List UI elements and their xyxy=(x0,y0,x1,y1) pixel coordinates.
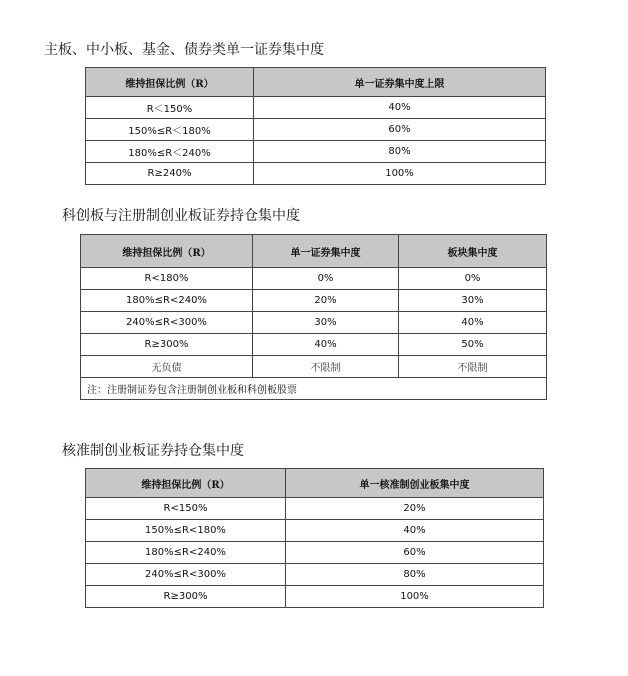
table-cell: R≥300% xyxy=(81,334,253,356)
header-cell: 维持担保比例（R） xyxy=(86,469,286,498)
section3-table xyxy=(85,468,544,608)
table-header-row xyxy=(81,235,547,268)
table-cell: 60% xyxy=(254,119,546,141)
table-header-row xyxy=(86,469,544,498)
table-cell: 180%≤R<240% xyxy=(81,290,253,312)
table-cell: R＜150% xyxy=(86,97,254,119)
table-header-row xyxy=(86,68,546,97)
table-note-row xyxy=(81,378,547,400)
table-row xyxy=(86,520,544,542)
table-row xyxy=(86,119,546,141)
table-row xyxy=(86,97,546,119)
table-row xyxy=(86,586,544,608)
table-row xyxy=(81,290,547,312)
table-cell: R≥240% xyxy=(86,163,254,185)
table-cell: 20% xyxy=(286,498,544,520)
table-cell: R<150% xyxy=(86,498,286,520)
table-cell: 0% xyxy=(399,268,547,290)
table-cell: 40% xyxy=(399,312,547,334)
table-cell: 30% xyxy=(253,312,399,334)
table-row xyxy=(81,334,547,356)
table-cell: 100% xyxy=(254,163,546,185)
table-cell: 80% xyxy=(254,141,546,163)
table-row xyxy=(81,312,547,334)
header-cell: 单一证券集中度 xyxy=(253,235,399,268)
table-cell: 50% xyxy=(399,334,547,356)
section2-title: 科创板与注册制创业板证券持仓集中度 xyxy=(62,208,300,224)
table-cell: 60% xyxy=(286,542,544,564)
table-cell: 40% xyxy=(253,334,399,356)
table-cell: 150%≤R＜180% xyxy=(86,119,254,141)
table-cell: 240%≤R<300% xyxy=(86,564,286,586)
table-cell: 240%≤R<300% xyxy=(81,312,253,334)
table-cell: 100% xyxy=(286,586,544,608)
table-cell: 无负债 xyxy=(81,356,253,378)
table-cell: 40% xyxy=(254,97,546,119)
table-note: 注：注册制证券包含注册制创业板和科创板股票 xyxy=(81,378,547,400)
section1-table xyxy=(85,67,546,185)
table-cell: R<180% xyxy=(81,268,253,290)
table-cell: 40% xyxy=(286,520,544,542)
section1-title: 主板、中小板、基金、债券类单一证券集中度 xyxy=(44,42,324,58)
table-cell: 不限制 xyxy=(399,356,547,378)
table-cell: 20% xyxy=(253,290,399,312)
table-row xyxy=(86,163,546,185)
table-row xyxy=(81,356,547,378)
table-cell: R≥300% xyxy=(86,586,286,608)
table-cell: 150%≤R<180% xyxy=(86,520,286,542)
table-row xyxy=(86,564,544,586)
table-cell: 80% xyxy=(286,564,544,586)
header-cell: 维持担保比例（R） xyxy=(81,235,253,268)
table-cell: 不限制 xyxy=(253,356,399,378)
table-row xyxy=(86,498,544,520)
header-cell: 维持担保比例（R） xyxy=(86,68,254,97)
table-cell: 0% xyxy=(253,268,399,290)
section2-table xyxy=(80,234,547,400)
header-cell: 单一证券集中度上限 xyxy=(254,68,546,97)
header-cell: 板块集中度 xyxy=(399,235,547,268)
table-cell: 180%≤R＜240% xyxy=(86,141,254,163)
table-cell: 30% xyxy=(399,290,547,312)
table-cell: 180%≤R<240% xyxy=(86,542,286,564)
section3-title: 核准制创业板证券持仓集中度 xyxy=(62,443,244,459)
table-row xyxy=(86,141,546,163)
table-row xyxy=(81,268,547,290)
header-cell: 单一核准制创业板集中度 xyxy=(286,469,544,498)
table-row xyxy=(86,542,544,564)
